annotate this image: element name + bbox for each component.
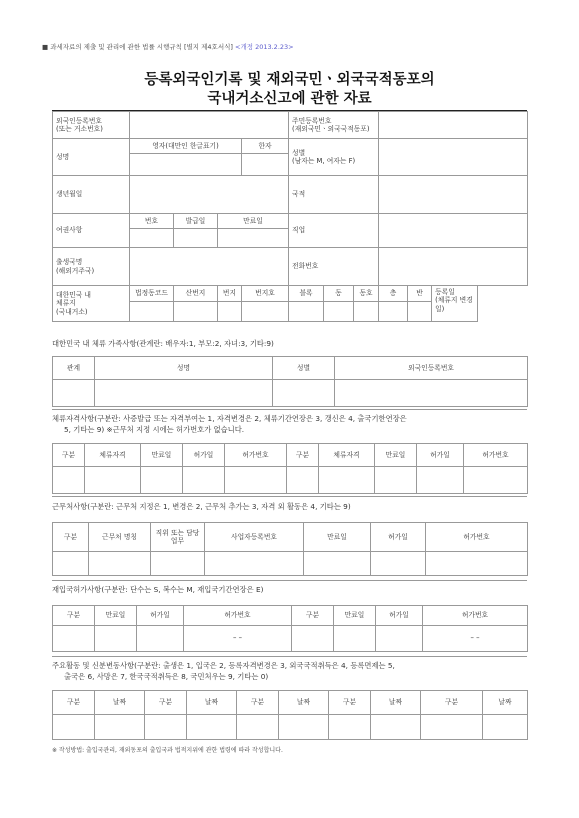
addr-col-lot: 번지 xyxy=(218,286,242,302)
reentry-col-expiry: 만료일 xyxy=(95,606,137,626)
status-col-expiry-2: 만료일 xyxy=(375,444,417,467)
reentry-col-permit-date: 허가일 xyxy=(137,606,184,626)
status-type-field-2[interactable] xyxy=(287,467,319,494)
changes-type-field-2[interactable] xyxy=(145,715,187,740)
family-heading: 대한민국 내 체류 가족사항(관계란: 배우자:1, 부모:2, 자녀:3, 기타:9) xyxy=(52,339,274,348)
status-col-permit-no: 허가번호 xyxy=(225,444,287,467)
changes-col-date-3: 날짜 xyxy=(279,691,329,715)
address-title: 대한민국 내 xyxy=(56,290,91,299)
changes-type-field-4[interactable] xyxy=(329,715,371,740)
changes-type-field-1[interactable] xyxy=(53,715,95,740)
status-permit-date-field-2[interactable] xyxy=(417,467,464,494)
passport-issue-label: 발급일 xyxy=(174,214,218,229)
status-col-expiry: 만료일 xyxy=(141,444,183,467)
reentry-heading: 재입국허가사항(구분란: 단수는 S, 복수는 M, 재입국기간연장은 E) xyxy=(52,585,264,594)
passport-no-field[interactable] xyxy=(130,229,174,248)
birth-country-field[interactable] xyxy=(130,248,289,286)
status-col-permit-date: 허가일 xyxy=(183,444,225,467)
revision-date: <개정 2013.2.23> xyxy=(235,43,294,51)
work-col-business-no: 사업자등록번호 xyxy=(205,523,304,552)
changes-heading xyxy=(52,661,527,683)
name-english-field[interactable] xyxy=(130,154,242,176)
gender-label xyxy=(289,139,379,176)
resident-reg-no-field[interactable] xyxy=(379,112,528,139)
address-subtitle: (국내거소) xyxy=(56,307,88,316)
family-col-relation: 관계 xyxy=(53,357,95,380)
reentry-type-field-2[interactable] xyxy=(292,626,334,652)
status-col-qualification: 체류자격 xyxy=(85,444,141,467)
work-heading: 근무처사항(구분란: 근무처 지정은 1, 변경은 2, 근무처 추가는 3, 자격 외 활동은 4, 기타는 9) xyxy=(52,502,351,511)
form-reference xyxy=(42,42,294,51)
changes-heading-line1: 주요활동 및 신분변동사항(구분란: 출생은 1, 입국은 2, 등록자격변경은 3, 외국국적취득은 4, 등록면제는 5, xyxy=(52,661,395,670)
phone-label: 전화번호 xyxy=(289,248,379,286)
reentry-type-field[interactable] xyxy=(53,626,95,652)
reentry-col-type-2: 구분 xyxy=(292,606,334,626)
occupation-field[interactable] xyxy=(379,214,528,248)
work-expiry-field[interactable] xyxy=(304,552,371,576)
form-title-line2: 국내거소신고에 관한 자료 xyxy=(207,91,372,107)
changes-col-type-4: 구분 xyxy=(329,691,371,715)
status-qualification-field[interactable] xyxy=(85,467,141,494)
changes-date-field-2[interactable] xyxy=(187,715,237,740)
status-permit-date-field[interactable] xyxy=(183,467,225,494)
status-col-type: 구분 xyxy=(53,444,85,467)
reg-date-subtitle: (체류지 변경일) xyxy=(435,296,473,313)
reentry-permit-no-field-2[interactable]: – – xyxy=(423,626,528,652)
reentry-col-permit-no: 허가번호 xyxy=(184,606,292,626)
section-divider xyxy=(52,580,527,581)
addr-dong-field[interactable] xyxy=(324,302,354,322)
changes-date-field-4[interactable] xyxy=(371,715,421,740)
reentry-permit-date-field-2[interactable] xyxy=(376,626,423,652)
section-divider xyxy=(52,656,527,657)
family-relation-field[interactable] xyxy=(53,380,95,407)
work-col-position: 직위 또는 담당 업무 xyxy=(151,523,205,552)
changes-date-field-5[interactable] xyxy=(483,715,528,740)
birth-country-subtitle: (해외거주국) xyxy=(56,266,95,275)
reentry-table xyxy=(52,605,528,652)
changes-col-date-5: 날짜 xyxy=(483,691,528,715)
work-col-expiry: 만료일 xyxy=(304,523,371,552)
gender-title: 성별 xyxy=(292,148,306,157)
changes-col-type-2: 구분 xyxy=(145,691,187,715)
changes-col-date-2: 날짜 xyxy=(187,691,237,715)
addr-block-field[interactable] xyxy=(289,302,324,322)
form-reference-text: ■ 과세자료의 제출 및 관리에 관한 법률 시행규칙 [별지 제4호서식] xyxy=(42,43,233,51)
family-alien-no-field[interactable] xyxy=(335,380,528,407)
work-col-company: 근무처 명칭 xyxy=(89,523,151,552)
changes-col-type-3: 구분 xyxy=(237,691,279,715)
passport-no-label: 번호 xyxy=(130,214,174,229)
status-expiry-field[interactable] xyxy=(141,467,183,494)
addr-unit-field[interactable] xyxy=(354,302,379,322)
reentry-permit-no-field[interactable]: – – xyxy=(184,626,292,652)
changes-type-field-3[interactable] xyxy=(237,715,279,740)
family-table xyxy=(52,356,528,407)
family-gender-field[interactable] xyxy=(273,380,335,407)
address-label xyxy=(53,286,130,322)
nationality-field[interactable] xyxy=(379,176,528,214)
reg-date-label xyxy=(432,286,478,322)
name-english-label: 영자(대만인 한글표기) xyxy=(130,139,242,154)
changes-heading-line2: 출국은 6, 사망은 7, 한국국적취득은 8, 국민처우는 9, 기타는 0) xyxy=(64,671,269,681)
work-company-field[interactable] xyxy=(89,552,151,576)
birth-label: 생년월일 xyxy=(53,176,130,214)
addr-lot-sub-field[interactable] xyxy=(242,302,289,322)
resident-reg-no-title: 주민등록번호 xyxy=(292,116,332,125)
addr-ban-field[interactable] xyxy=(408,302,432,322)
status-col-type-2: 구분 xyxy=(287,444,319,467)
addr-col-block: 블록 xyxy=(289,286,324,302)
passport-issue-field[interactable] xyxy=(174,229,218,248)
personal-info-table xyxy=(52,111,528,322)
reentry-col-expiry-2: 만료일 xyxy=(334,606,376,626)
changes-col-type-5: 구분 xyxy=(421,691,483,715)
changes-date-field-3[interactable] xyxy=(279,715,329,740)
work-business-no-field[interactable] xyxy=(205,552,304,576)
status-heading-line1: 체류자격사항(구분란: 사증발급 또는 자격부여는 1, 자격변경은 2, 체류기간연장은 3, 갱신은 4, 출국기한연장은 xyxy=(52,414,407,423)
nationality-label: 국적 xyxy=(289,176,379,214)
addr-col-floor: 층 xyxy=(379,286,408,302)
changes-col-date-4: 날짜 xyxy=(371,691,421,715)
gender-subtitle: (남자는 M, 여자는 F) xyxy=(292,157,356,165)
section-divider xyxy=(52,496,527,497)
passport-label: 여권사항 xyxy=(53,214,130,248)
phone-field[interactable] xyxy=(379,248,528,286)
section-divider xyxy=(52,409,527,410)
work-table xyxy=(52,522,528,576)
reentry-col-permit-date-2: 허가일 xyxy=(376,606,423,626)
status-expiry-field-2[interactable] xyxy=(375,467,417,494)
reentry-expiry-field[interactable] xyxy=(95,626,137,652)
family-col-alien-no: 외국인등록번호 xyxy=(335,357,528,380)
reentry-col-permit-no-2: 허가번호 xyxy=(423,606,528,626)
alien-reg-no-title: 외국인등록번호 xyxy=(56,116,102,125)
reentry-expiry-field-2[interactable] xyxy=(334,626,376,652)
family-col-gender: 성별 xyxy=(273,357,335,380)
passport-expiry-field[interactable] xyxy=(218,229,289,248)
resident-reg-no-label xyxy=(289,112,379,139)
occupation-label: 직업 xyxy=(289,214,379,248)
status-heading-line2: 5, 기타는 9) ※근무처 지정 시에는 허가번호가 없습니다. xyxy=(64,424,245,434)
passport-expiry-label: 만료일 xyxy=(218,214,289,229)
status-heading xyxy=(52,414,527,436)
changes-type-field-5[interactable] xyxy=(421,715,483,740)
alien-reg-no-field[interactable] xyxy=(130,112,289,139)
status-type-field[interactable] xyxy=(53,467,85,494)
addr-col-lot-sub: 번지호 xyxy=(242,286,289,302)
changes-col-type-1: 구분 xyxy=(53,691,95,715)
addr-mountain-lot-field[interactable] xyxy=(174,302,218,322)
work-col-permit-date: 허가일 xyxy=(371,523,426,552)
work-col-type: 구분 xyxy=(53,523,89,552)
addr-legal-dong-field[interactable] xyxy=(130,302,174,322)
status-permit-no-field-2[interactable] xyxy=(464,467,528,494)
status-table xyxy=(52,443,528,494)
addr-lot-field[interactable] xyxy=(218,302,242,322)
changes-table xyxy=(52,690,528,740)
addr-floor-field[interactable] xyxy=(379,302,408,322)
birth-country-label xyxy=(53,248,130,286)
name-hanja-label: 한자 xyxy=(242,139,289,154)
reentry-col-type: 구분 xyxy=(53,606,95,626)
reentry-permit-date-field[interactable] xyxy=(137,626,184,652)
status-permit-no-field[interactable] xyxy=(225,467,287,494)
addr-col-legal-dong: 법정동코드 xyxy=(130,286,174,302)
birth-country-title: 출생국명 xyxy=(56,258,83,267)
changes-col-date-1: 날짜 xyxy=(95,691,145,715)
writing-instructions: ※ 작성방법: 출입국관리, 재외동포의 출입국과 법적지위에 관한 법령에 따라 작성합니다. xyxy=(52,747,283,754)
addr-col-dong: 동 xyxy=(324,286,354,302)
changes-date-field-1[interactable] xyxy=(95,715,145,740)
name-label: 성명 xyxy=(53,139,130,176)
work-type-field[interactable] xyxy=(53,552,89,576)
status-col-permit-date-2: 허가일 xyxy=(417,444,464,467)
resident-reg-no-subtitle: (재외국민ㆍ외국국적동포) xyxy=(292,125,370,133)
alien-reg-no-label xyxy=(53,112,130,139)
work-position-field[interactable] xyxy=(151,552,205,576)
birth-field[interactable] xyxy=(130,176,289,214)
addr-col-mountain-lot: 산번지 xyxy=(174,286,218,302)
addr-col-unit: 동호 xyxy=(354,286,379,302)
alien-reg-no-subtitle: (또는 거소번호) xyxy=(56,125,103,133)
work-col-permit-no: 허가번호 xyxy=(426,523,528,552)
family-col-name: 성명 xyxy=(95,357,273,380)
addr-col-ban: 반 xyxy=(408,286,432,302)
family-name-field[interactable] xyxy=(95,380,273,407)
address-title-2: 체류지 xyxy=(56,299,76,308)
status-col-qualification-2: 체류자격 xyxy=(319,444,375,467)
status-qualification-field-2[interactable] xyxy=(319,467,375,494)
status-col-permit-no-2: 허가번호 xyxy=(464,444,528,467)
work-permit-no-field[interactable] xyxy=(426,552,528,576)
name-hanja-field[interactable] xyxy=(242,154,289,176)
reg-date-title: 등록일 xyxy=(435,288,455,296)
work-permit-date-field[interactable] xyxy=(371,552,426,576)
form-title-line1: 등록외국인기록 및 재외국민ㆍ외국국적동포의 xyxy=(144,72,435,88)
gender-field[interactable] xyxy=(379,139,528,176)
